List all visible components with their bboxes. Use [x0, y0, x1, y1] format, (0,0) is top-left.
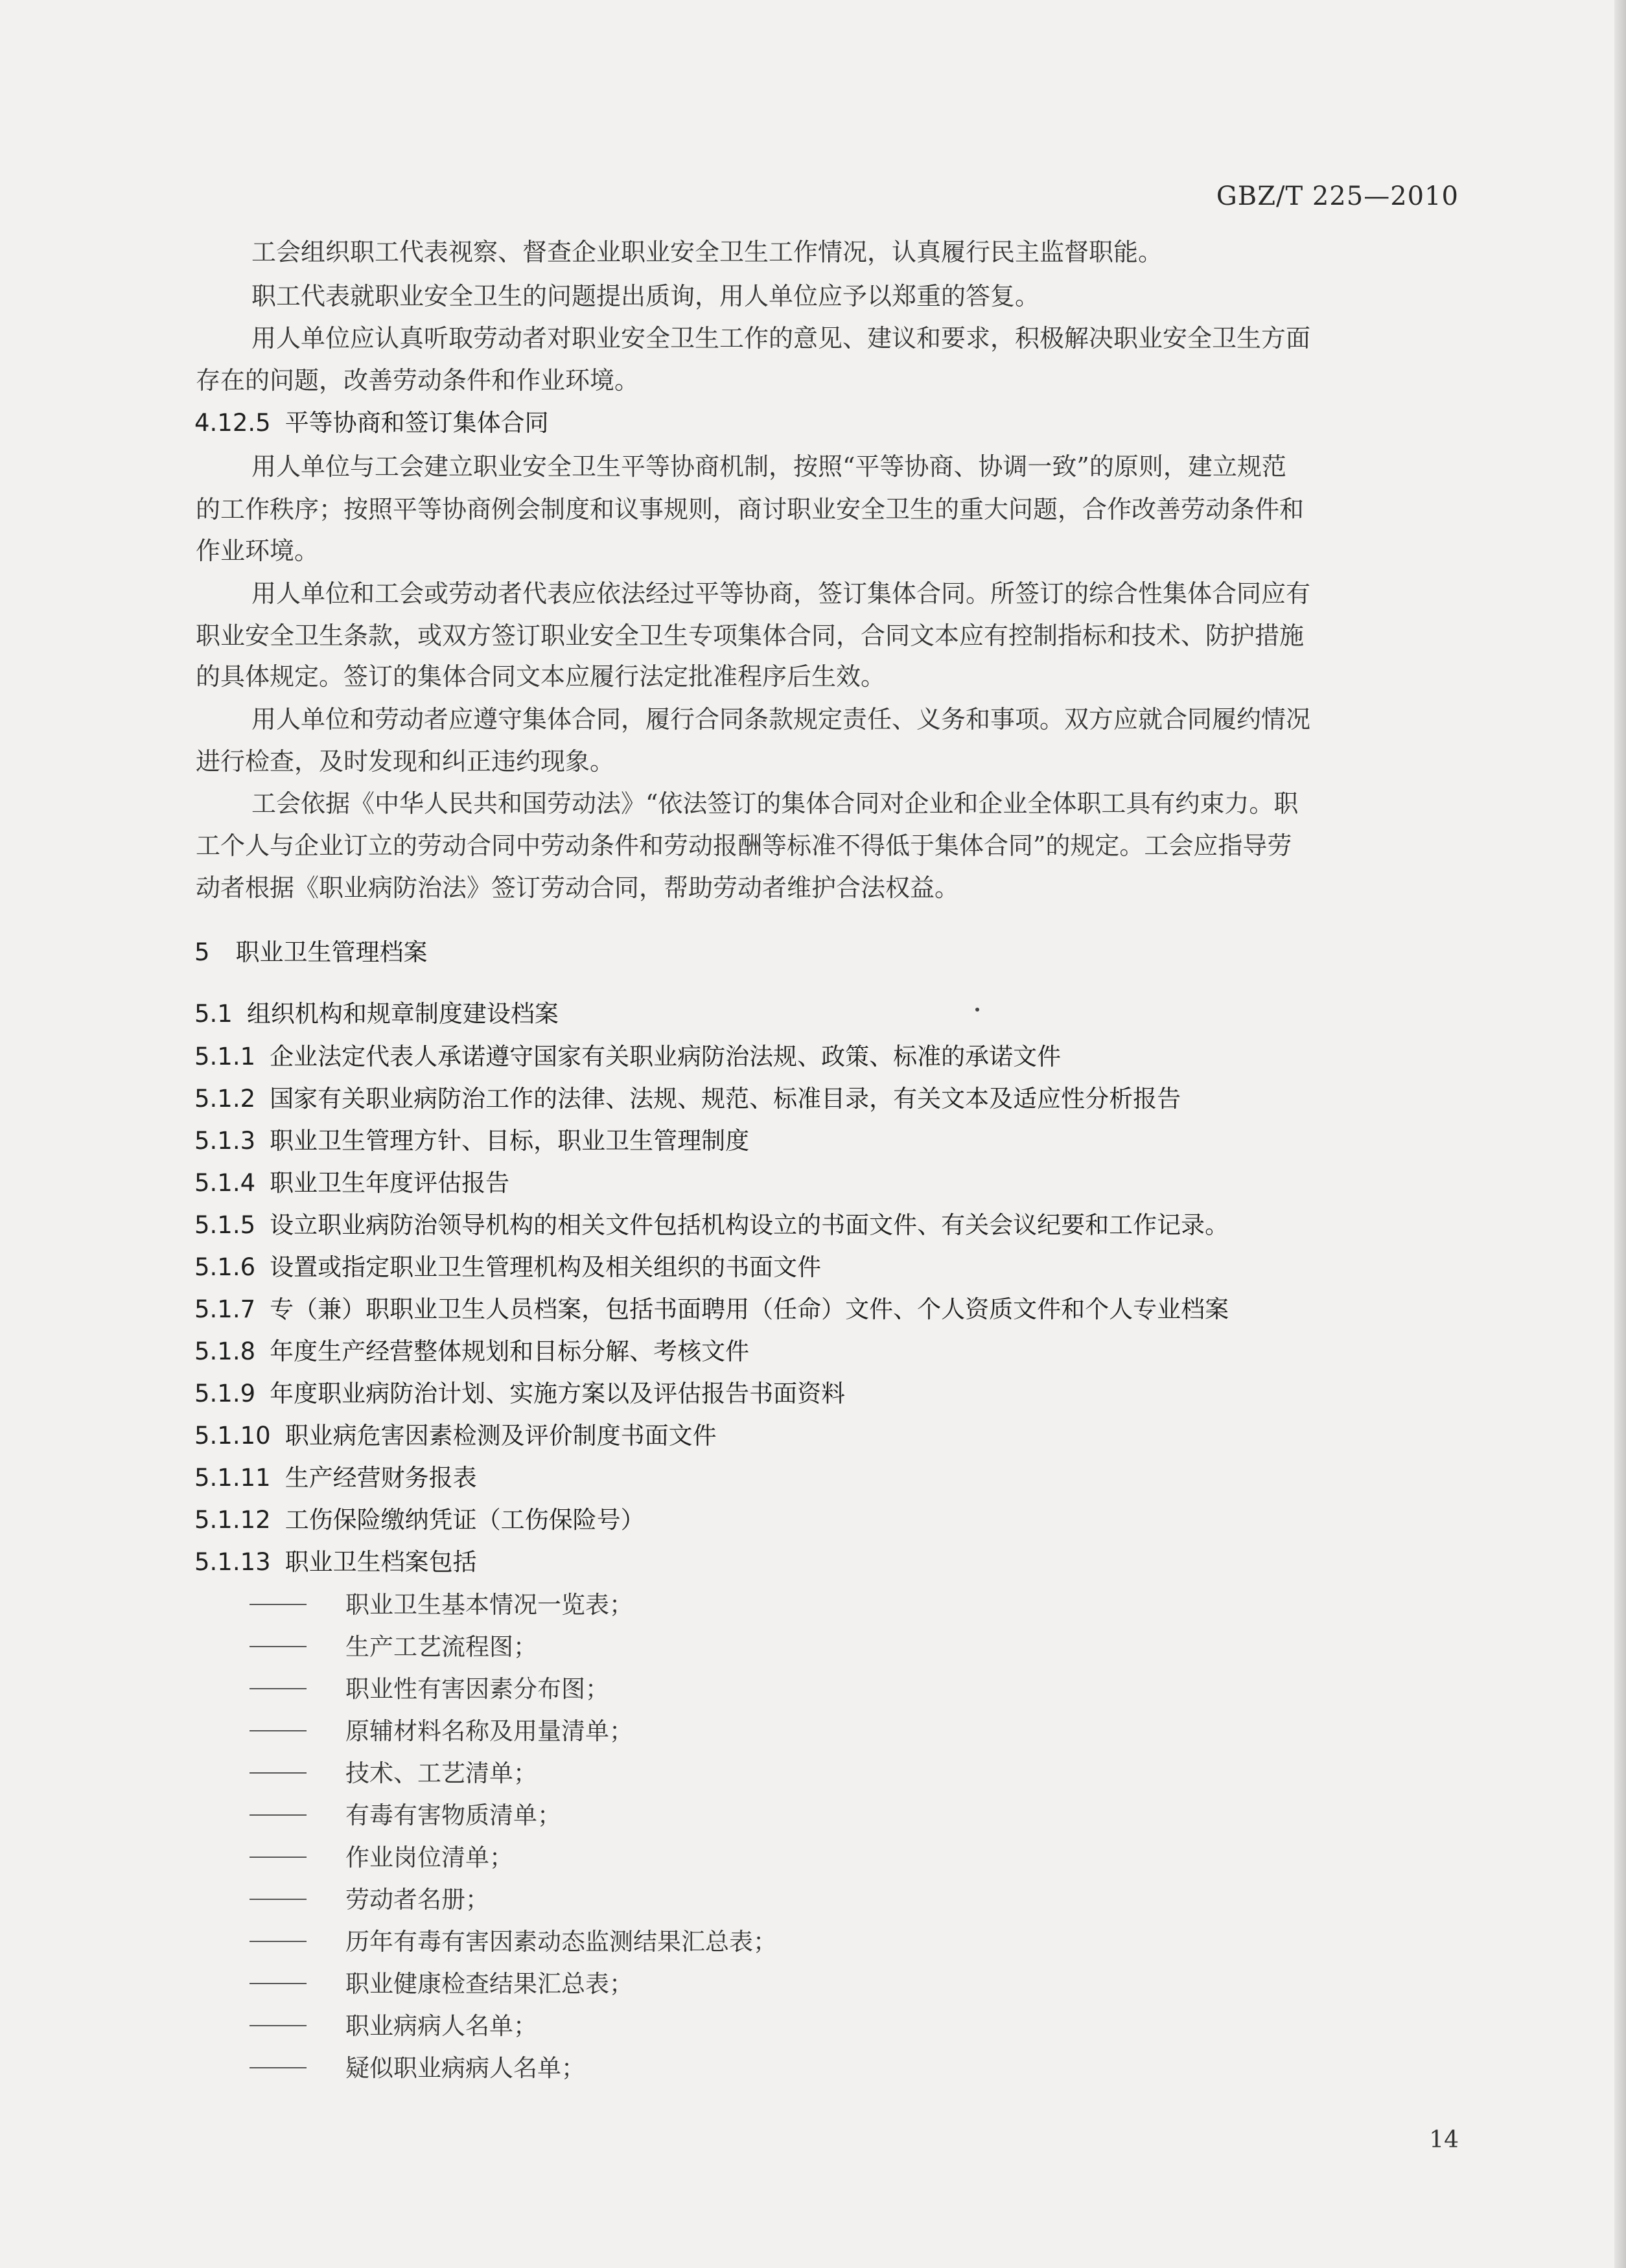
- em-dash-marker: [250, 1772, 307, 1774]
- em-dash-marker: [250, 1941, 307, 1942]
- subsection-5-1-1: [194, 1037, 1061, 1076]
- page-edge: [1614, 0, 1626, 2268]
- subsection-number: 5.1.4: [194, 1169, 256, 1197]
- subsection-number: 5.1.12: [194, 1506, 271, 1534]
- page-number: 14: [1429, 2127, 1459, 2153]
- subsection-title: 专（兼）职职业卫生人员档案，包括书面聘用（任命）文件、个人资质文件和个人专业档案: [270, 1295, 1229, 1323]
- em-dash-marker: [250, 2067, 307, 2068]
- subsection-5-1-9: [194, 1374, 845, 1413]
- subsection-5-1-7: [194, 1290, 1229, 1329]
- list-item: [250, 1712, 633, 1751]
- list-item-text: 作业岗位清单；: [345, 1844, 513, 1871]
- heading-title: 平等协商和签订集体合同: [285, 409, 549, 437]
- subsection-5-1-2: [194, 1080, 1181, 1118]
- subsection-number: 5.1.9: [194, 1380, 256, 1407]
- subsection-number: 5.1.2: [194, 1085, 256, 1113]
- subsection-number: 5.1.7: [194, 1295, 256, 1323]
- subsection-5-1-8: [194, 1332, 749, 1371]
- subsection-number: 5.1.11: [194, 1464, 271, 1492]
- em-dash-marker: [250, 1814, 307, 1816]
- paragraph: 用人单位应认真听取劳动者对职业安全卫生工作的意见、建议和要求，积极解决职业安全卫生方面: [251, 324, 1311, 353]
- paragraph-continuation: 作业环境。: [196, 537, 319, 565]
- heading-5-1: [194, 995, 559, 1034]
- subsection-5-1-10: [194, 1417, 717, 1455]
- subsection-5-1-13: [194, 1543, 477, 1582]
- subsection-title: 职业卫生年度评估报告: [270, 1169, 510, 1197]
- heading-number: 5: [194, 938, 210, 966]
- subsection-number: 5.1.10: [194, 1422, 271, 1450]
- list-item: [250, 1670, 609, 1709]
- scan-speck: [975, 1008, 979, 1012]
- heading-title: 职业卫生管理档案: [235, 938, 428, 966]
- list-item: [250, 1838, 513, 1877]
- subsection-title: 设立职业病防治领导机构的相关文件包括机构设立的书面文件、有关会议纪要和工作记录。: [270, 1211, 1229, 1239]
- list-item: [250, 1965, 633, 2004]
- subsection-title: 年度职业病防治计划、实施方案以及评估报告书面资料: [270, 1380, 846, 1407]
- paragraph-continuation: 存在的问题，改善劳动条件和作业环境。: [196, 366, 640, 395]
- list-item: [250, 2049, 585, 2088]
- subsection-title: 职业卫生档案包括: [285, 1548, 477, 1576]
- paragraph: 用人单位和工会或劳动者代表应依法经过平等协商，签订集体合同。所签订的综合性集体合同应有: [251, 579, 1311, 608]
- list-item-text: 历年有毒有害因素动态监测结果汇总表；: [345, 1928, 777, 1956]
- subsection-title: 职业卫生管理方针、目标，职业卫生管理制度: [270, 1127, 750, 1155]
- subsection-title: 国家有关职业病防治工作的法律、法规、规范、标准目录，有关文本及适应性分析报告: [270, 1085, 1181, 1113]
- list-item-text: 原辅材料名称及用量清单；: [345, 1717, 633, 1745]
- subsection-number: 5.1.13: [194, 1548, 271, 1576]
- subsection-5-1-11: [194, 1459, 477, 1498]
- list-item-text: 技术、工艺清单；: [345, 1759, 537, 1787]
- paragraph-continuation: 的工作秩序；按照平等协商例会制度和议事规则，商讨职业安全卫生的重大问题，合作改善劳动条件和: [196, 495, 1305, 524]
- subsection-5-1-3: [194, 1122, 749, 1161]
- heading-number: 4.12.5: [194, 409, 271, 437]
- heading-number: 5.1: [194, 1000, 233, 1028]
- heading-4-12-5: [194, 404, 549, 443]
- heading-5: [194, 933, 428, 972]
- list-item: [250, 1923, 777, 1961]
- list-item-text: 劳动者名册；: [345, 1886, 489, 1914]
- heading-title: 组织机构和规章制度建设档案: [246, 1000, 559, 1028]
- em-dash-marker: [250, 2025, 307, 2026]
- document-code: GBZ/T 225—2010: [1216, 181, 1459, 211]
- list-item-text: 职业卫生基本情况一览表；: [345, 1591, 633, 1619]
- paragraph: 用人单位和劳动者应遵守集体合同，履行合同条款规定责任、义务和事项。双方应就合同履约情况: [251, 705, 1311, 734]
- subsection-title: 设置或指定职业卫生管理机构及相关组织的书面文件: [270, 1253, 822, 1281]
- list-item-text: 职业健康检查结果汇总表；: [345, 1970, 633, 1998]
- subsection-5-1-12: [194, 1501, 645, 1540]
- subsection-number: 5.1.5: [194, 1211, 256, 1239]
- paragraph: 工会组织职工代表视察、督查企业职业安全卫生工作情况，认真履行民主监督职能。: [251, 238, 1163, 266]
- list-item-text: 职业性有害因素分布图；: [345, 1675, 609, 1703]
- paragraph-continuation: 职业安全卫生条款，或双方签订职业安全卫生专项集体合同，合同文本应有控制指标和技术、防护措施: [196, 621, 1305, 650]
- subsection-number: 5.1.8: [194, 1337, 256, 1365]
- subsection-5-1-6: [194, 1248, 821, 1287]
- subsection-title: 生产经营财务报表: [285, 1464, 477, 1492]
- paragraph-continuation: 动者根据《职业病防治法》签订劳动合同，帮助劳动者维护合法权益。: [196, 874, 960, 902]
- subsection-title: 年度生产经营整体规划和目标分解、考核文件: [270, 1337, 750, 1365]
- em-dash-marker: [250, 1857, 307, 1858]
- em-dash-marker: [250, 1646, 307, 1647]
- paragraph-continuation: 工个人与企业订立的劳动合同中劳动条件和劳动报酬等标准不得低于集体合同”的规定。工会应指导劳: [196, 831, 1292, 860]
- paragraph: 工会依据《中华人民共和国劳动法》“依法签订的集体合同对企业和企业全体职工具有约束力。职: [251, 789, 1299, 818]
- em-dash-marker: [250, 1604, 307, 1605]
- em-dash-marker: [250, 1983, 307, 1984]
- paragraph: 职工代表就职业安全卫生的问题提出质询，用人单位应予以郑重的答复。: [251, 282, 1040, 310]
- list-item: [250, 1796, 561, 1835]
- paragraph-continuation: 的具体规定。签订的集体合同文本应履行法定批准程序后生效。: [196, 662, 886, 691]
- em-dash-marker: [250, 1730, 307, 1731]
- list-item-text: 职业病病人名单；: [345, 2012, 537, 2040]
- paragraph-continuation: 进行检查，及时发现和纠正违约现象。: [196, 747, 615, 776]
- list-item-text: 有毒有害物质清单；: [345, 1801, 561, 1829]
- subsection-title: 工伤保险缴纳凭证（工伤保险号）: [285, 1506, 645, 1534]
- list-item: [250, 1880, 489, 1919]
- list-item: [250, 1628, 537, 1667]
- subsection-number: 5.1.6: [194, 1253, 256, 1281]
- list-item-text: 生产工艺流程图；: [345, 1633, 537, 1661]
- subsection-5-1-4: [194, 1164, 509, 1203]
- subsection-number: 5.1.1: [194, 1043, 256, 1070]
- list-item: [250, 1586, 633, 1625]
- list-item-text: 疑似职业病病人名单；: [345, 2054, 585, 2082]
- paragraph: 用人单位与工会建立职业安全卫生平等协商机制，按照“平等协商、协调一致”的原则，建立规范: [251, 452, 1286, 481]
- list-item: [250, 2007, 537, 2046]
- subsection-5-1-5: [194, 1206, 1229, 1245]
- subsection-number: 5.1.3: [194, 1127, 256, 1155]
- subsection-title: 职业病危害因素检测及评价制度书面文件: [285, 1422, 717, 1450]
- list-item: [250, 1754, 537, 1793]
- em-dash-marker: [250, 1899, 307, 1900]
- subsection-title: 企业法定代表人承诺遵守国家有关职业病防治法规、政策、标准的承诺文件: [270, 1043, 1062, 1070]
- em-dash-marker: [250, 1688, 307, 1689]
